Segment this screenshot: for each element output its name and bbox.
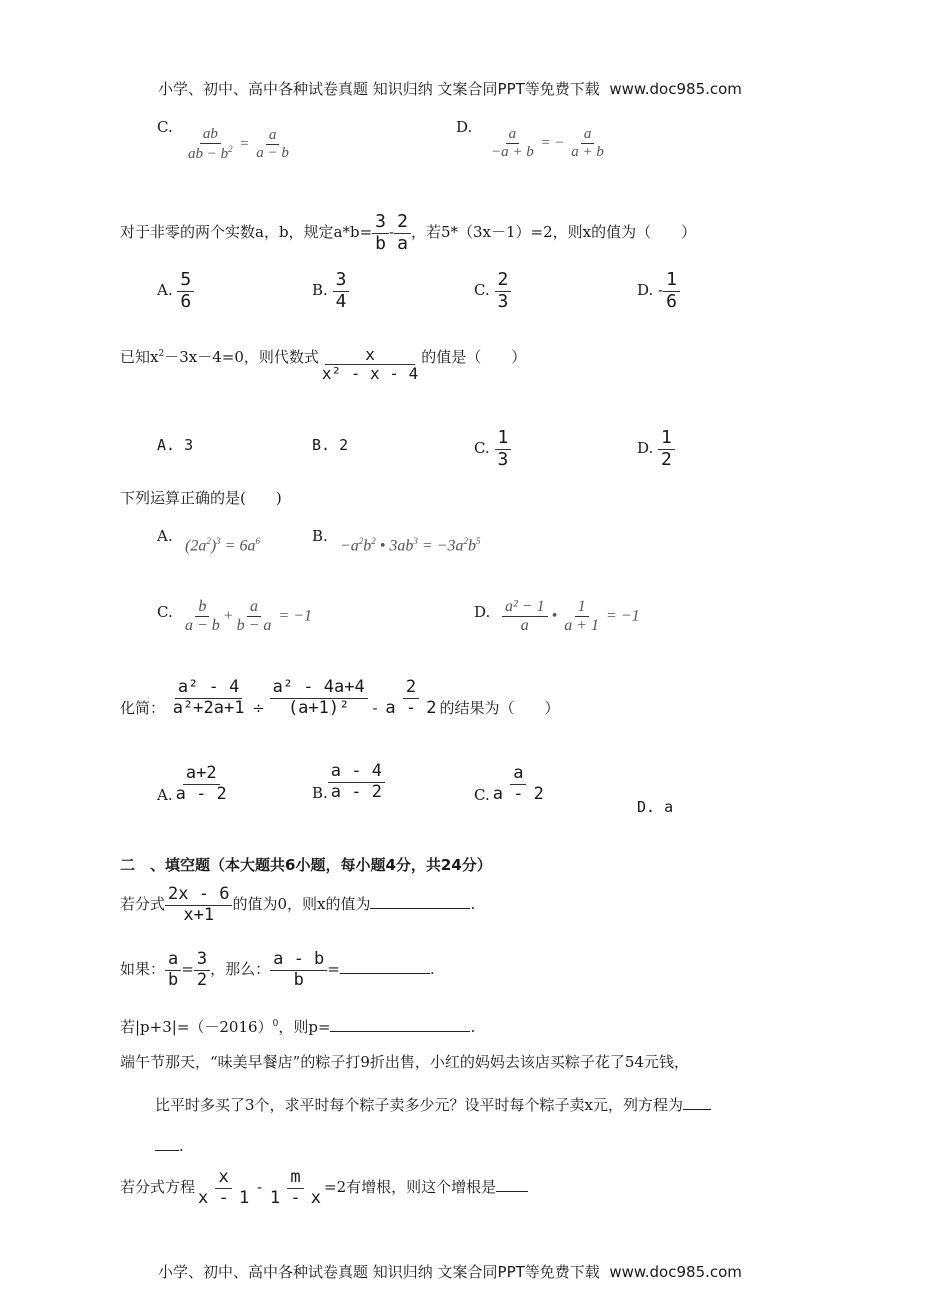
fill-q5: 若分式方程 $\frac{x}{x - 1}$ - $\frac{m}{1 - x}$ =2有增根，则这个增根是: [120, 1168, 528, 1208]
q3-option-b-formula: $-a^2b^2$ • $3ab^3 = -3a^2b^5$: [340, 536, 481, 555]
page-footer: [158, 1261, 742, 1282]
fill-q5-answer-blank[interactable]: [496, 1177, 528, 1192]
footer-text: 小学、初中、高中各种试卷真题 知识归纳 文案合同PPT等免费下载: [158, 1263, 600, 1281]
q4-option-c[interactable]: C. $\frac{a}{a - 2}$: [474, 763, 544, 805]
q4-option-b[interactable]: B. $\frac{a - 4}{a - 2}$: [312, 762, 385, 802]
q3-option-a-label[interactable]: A.: [157, 527, 173, 545]
q1-option-a[interactable]: A. $\frac{5}{6}$: [157, 270, 194, 312]
q1-stem: 对于非零的两个实数a，b，规定a*b= $\frac{3}{b}$ - $\frac{2}{a}$ ，若5*（3x－1）=2，则x的值为（ ）: [120, 211, 697, 254]
fill-q1: 若分式 $\frac{2x - 6}{x+1}$ 的值为0，则x的值为 .: [120, 884, 476, 925]
q1-option-d[interactable]: D. - $\frac{1}{6}$: [637, 270, 680, 312]
q3-option-c-label[interactable]: C.: [157, 603, 173, 621]
q3-option-a-formula: $(2a^2)^3 = 6a^6$: [185, 536, 260, 555]
q4-option-a[interactable]: A. $\frac{a+2}{a - 2}$: [157, 763, 227, 805]
footer-site-link[interactable]: www.doc985.com: [609, 1263, 742, 1281]
fill-q4-answer-blank[interactable]: [683, 1095, 711, 1110]
fill-q1-answer-blank[interactable]: [370, 894, 470, 909]
q3-option-d-label[interactable]: D.: [474, 603, 491, 621]
q0-option-c-formula: $\frac{ab}{ab - b^2}$ = $\frac{a}{a - b}$: [188, 126, 289, 163]
q3-option-c-formula: $\frac{b}{a - b}$ + $\frac{a}{b - a}$ = −1: [185, 598, 312, 635]
q2-option-b[interactable]: B. 2: [312, 436, 349, 454]
q2-option-a[interactable]: A. 3: [157, 436, 194, 454]
q3-option-d-formula: $\frac{\text{a² − 1}}{a}$ • $\frac{1}{a + 1}$ = −1: [502, 598, 640, 636]
q1-option-c[interactable]: C. $\frac{2}{3}$: [474, 270, 511, 312]
q3-option-b-label[interactable]: B.: [312, 527, 328, 545]
header-site-link[interactable]: www.doc985.com: [609, 80, 742, 98]
page-header: [158, 78, 742, 99]
fill-q3: 若$|p+3|=(-2016)^0$，则p= .: [120, 1018, 476, 1036]
q1-option-b[interactable]: B. $\frac{3}{4}$: [312, 270, 349, 312]
q3-stem: 下列运算正确的是( ): [120, 489, 282, 507]
fill-q4-line1: 端午节那天，“味美早餐店”的粽子打9折出售，小红的妈妈去该店买粽子花了54元钱，: [120, 1053, 689, 1071]
fill-q2: 如果： $\frac{a}{b}$ = $\frac{3}{2}$ ，那么： $\frac{a - b}{b}$ = .: [120, 949, 435, 990]
q2-option-c[interactable]: C. $\frac{1}{3}$: [474, 428, 511, 470]
q2-option-d[interactable]: D. $\frac{1}{2}$: [637, 428, 675, 470]
q4-option-d[interactable]: D. a: [637, 798, 674, 816]
q0-option-c-label: C.: [157, 118, 173, 136]
fill-q4-line3: .: [155, 1136, 184, 1155]
q0-option-d-label: D.: [456, 118, 473, 136]
q0-option-d-formula: $\frac{a}{-a + b}$ = − $\frac{a}{a + b}$: [491, 126, 604, 161]
fill-q4-answer-blank-cont[interactable]: [155, 1136, 179, 1151]
fill-q2-answer-blank[interactable]: [340, 959, 430, 974]
header-text: 小学、初中、高中各种试卷真题 知识归纳 文案合同PPT等免费下载: [158, 80, 600, 98]
fill-q4-line2: 比平时多买了3个，求平时每个粽子卖多少元？设平时每个粽子卖x元，列方程为: [155, 1094, 711, 1115]
section-2-title: 二 、填空题（本大题共6小题，每小题4分，共24分）: [120, 856, 492, 874]
q2-stem: 已知$x^2-3x-4=0$，则代数式 $\frac{x}{\text{x² - x - 4}}$ 的值是（ ）: [120, 345, 527, 384]
fill-q3-answer-blank[interactable]: [330, 1017, 470, 1032]
q4-stem: 化简： $\frac{\text{a² - 4}}{\text{a²+2a+1}}$ ÷ $\frac{\text{a² - 4a+4}}{\text{(a+1)²}}$ - $\frac{2}{a - 2}$ 的结果为（ ）: [120, 677, 560, 718]
